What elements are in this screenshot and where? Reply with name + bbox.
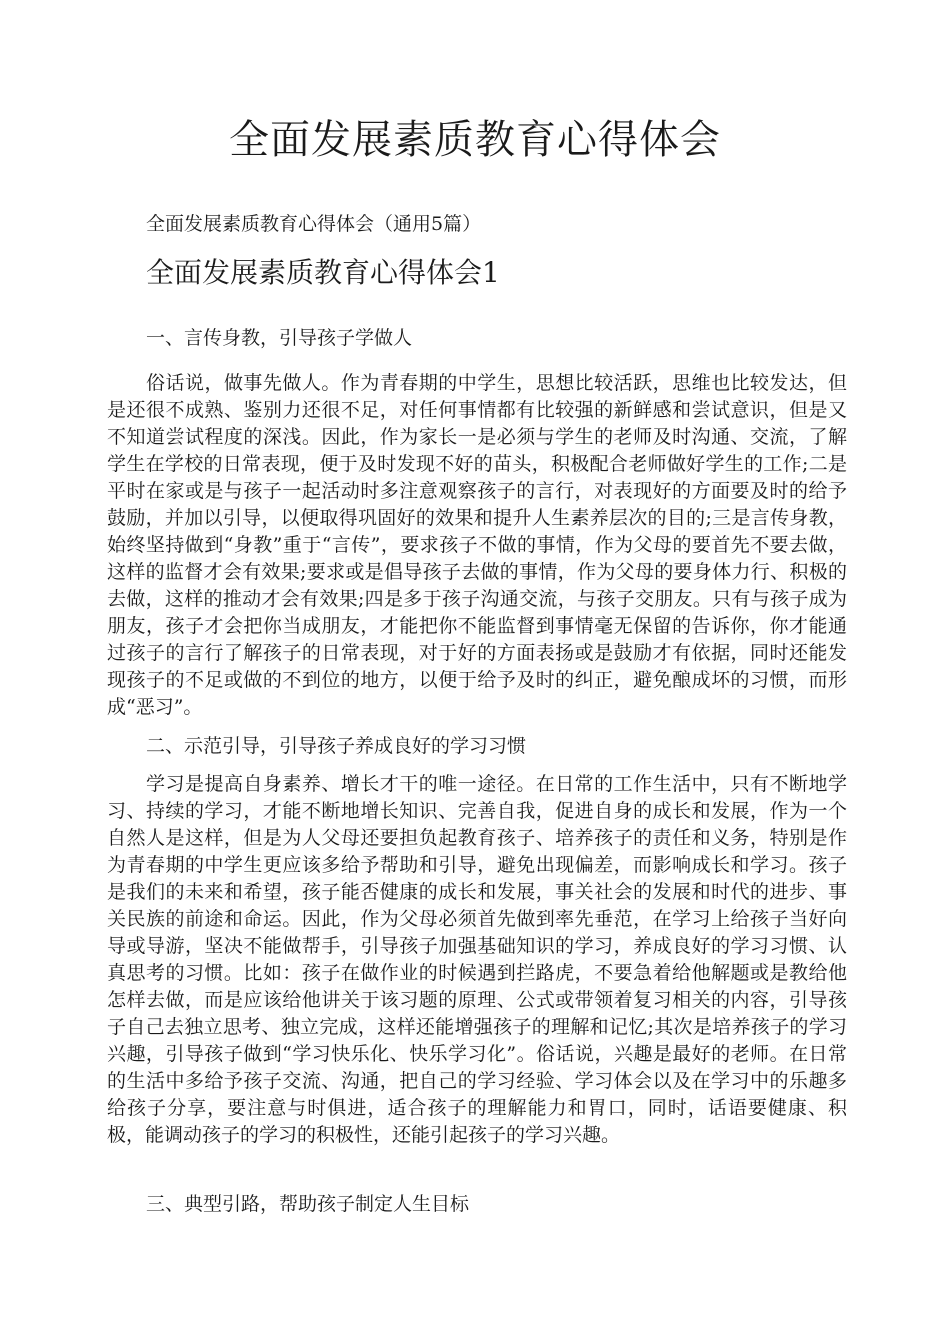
- paragraph-2: 学习是提高自身素养、增长才干的唯一途径。在日常的工作生活中，只有不断地学习、持续的学习，才能不断地增长知识、完善自我，促进自身的成长和发展，作为一个自然人是这样，但是为人父母还要担负起教育孩子、培养孩子的责任和义务，特别是作为青春期的中学生更应该多给予帮助和引导，避免出现偏差，而影响成长和学习。孩子是我们的未来和希望，孩子能否健康的成长和发展，事关社会的发展和时代的进步、事关民族的前途和命运。因此，作为父母必须首先做到率先垂范，在学习上给孩子当好向导或导游，坚决不能做帮手，引导孩子加强基础知识的学习，养成良好的学习习惯、认真思考的习惯。比如：孩子在做作业的时候遇到拦路虎，不要急着给他解题或是教给他怎样去做，而是应该给他讲关于该习题的原理、公式或带领着复习相关的内容，引导孩子自己去独立思考、独立完成，这样还能增强孩子的理解和记忆;其次是培养孩子的学习兴趣，引导孩子做到“学习快乐化、快乐学习化”。俗话说，兴趣是最好的老师。在日常的生活中多给予孩子交流、沟通，把自己的学习经验、学习体会以及在学习中的乐趣多给孩子分享，要注意与时俱进，适合孩子的理解能力和胃口，同时，话语要健康、积极，能调动孩子的学习的积极性，还能引起孩子的学习兴趣。: [107, 773, 847, 1146]
- document-subtitle: 全面发展素质教育心得体会（通用5篇）: [146, 213, 482, 235]
- heading-3: 三、典型引路，帮助孩子制定人生目标: [146, 1193, 470, 1215]
- document-title: 全面发展素质教育心得体会: [229, 117, 721, 163]
- paragraph-1: 俗话说，做事先做人。作为青春期的中学生，思想比较活跃，思维也比较发达，但是还很不成熟、鉴别力还很不足，对任何事情都有比较强的新鲜感和尝试意识，但是又不知道尝试程度的深浅。因此，作为家长一是必须与学生的老师及时沟通、交流，了解学生在学校的日常表现，便于及时发现不好的苗头，积极配合老师做好学生的工作;二是平时在家或是与孩子一起活动时多注意观察孩子的言行，对表现好的方面要及时的给予鼓励，并加以引导，以便取得巩固好的效果和提升人生素养层次的目的;三是言传身教，始终坚持做到“身教”重于“言传”，要求孩子不做的事情，作为父母的要首先不要去做，这样的监督才会有效果;要求或是倡导孩子去做的事情，作为父母的要身体力行、积极的去做，这样的推动才会有效果;四是多于孩子沟通交流，与孩子交朋友。只有与孩子成为朋友，孩子才会把你当成朋友，才能把你不能监督到事情毫无保留的告诉你，你才能通过孩子的言行了解孩子的日常表现，对于好的方面表扬或是鼓励才有依据，同时还能发现孩子的不足或做的不到位的地方，以便于给予及时的纠正，避免酿成坏的习惯，而形成“恶习”。: [107, 372, 847, 718]
- heading-1: 一、言传身教，引导孩子学做人: [146, 327, 413, 349]
- section-title: 全面发展素质教育心得体会1: [146, 256, 500, 289]
- heading-2: 二、示范引导，引导孩子养成良好的学习习惯: [146, 735, 527, 757]
